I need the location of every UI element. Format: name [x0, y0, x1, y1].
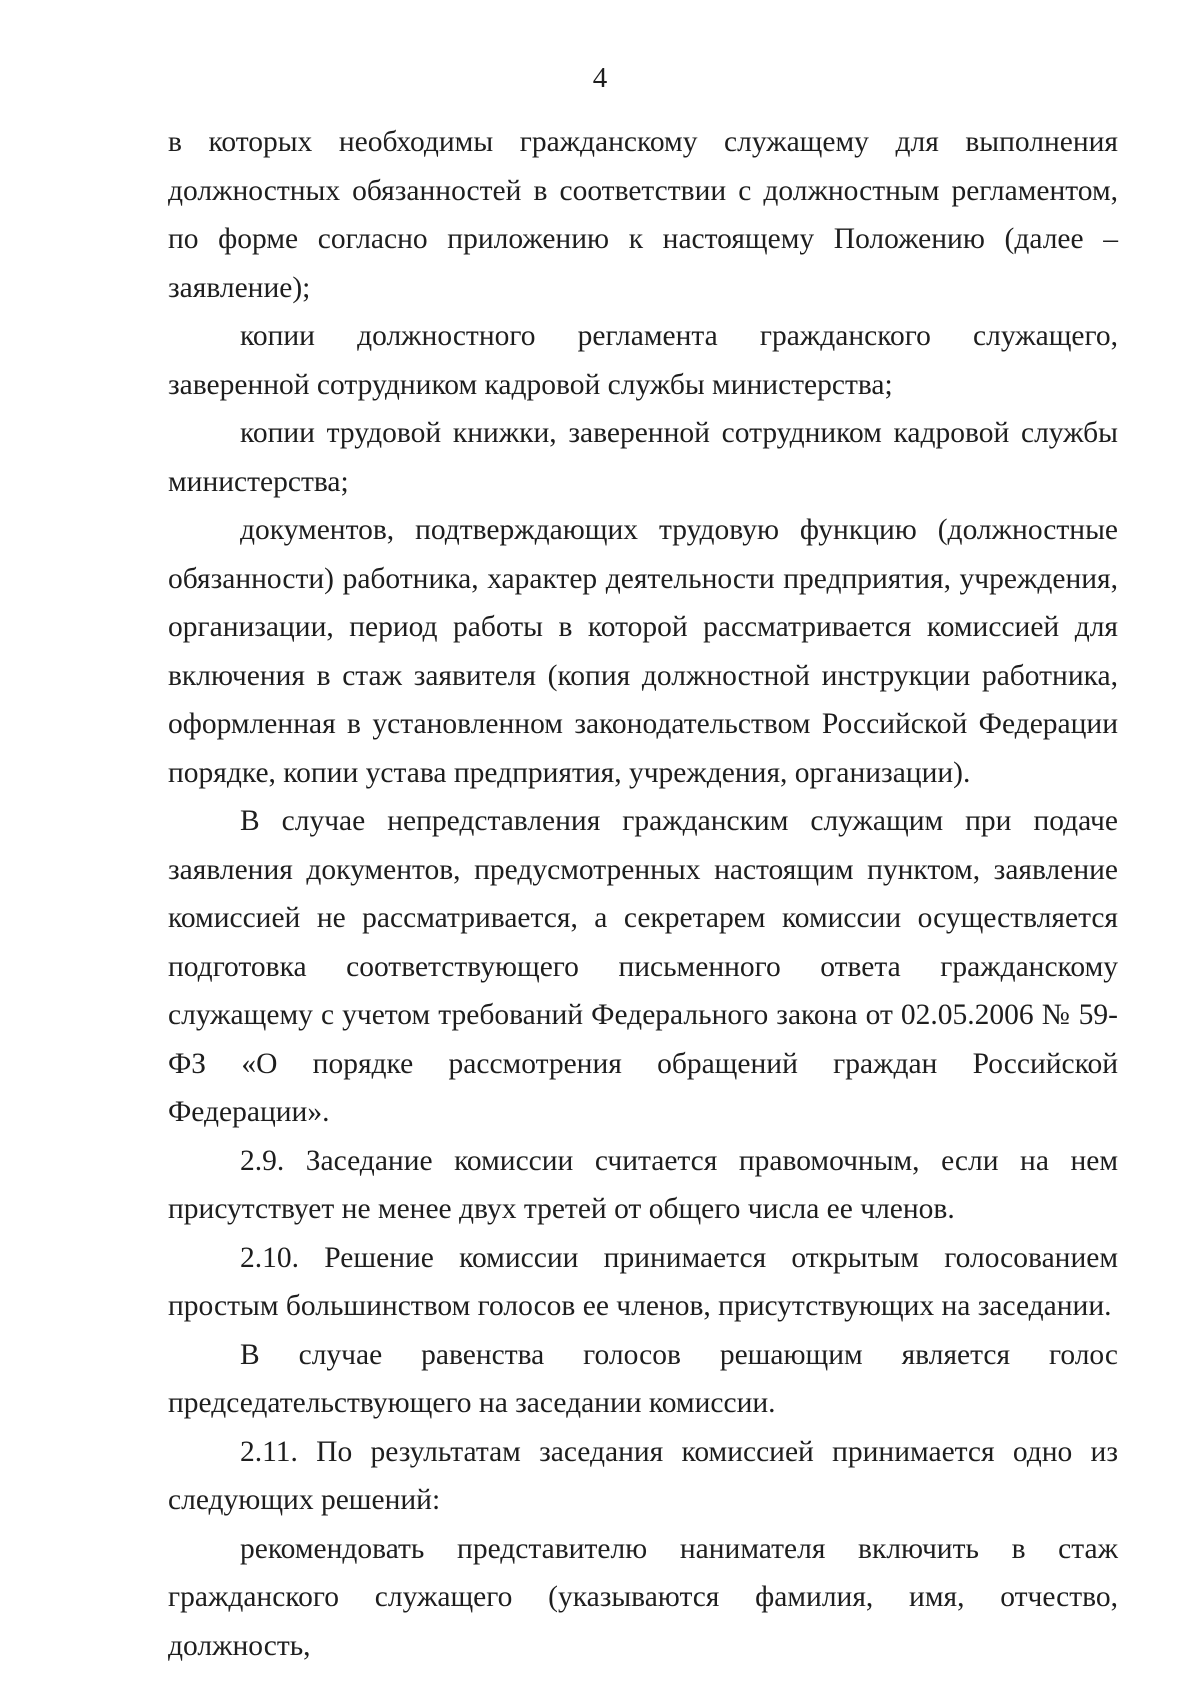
paragraph-continuation: в которых необходимы гражданскому служащему для выполнения должностных обязанностей в соответствии с должностным регламентом, по форме согласно приложению к настоящему Положению (далее – заявление);: [168, 126, 1118, 304]
page-number: 4: [592, 62, 608, 94]
paragraph-workbook-copy: копии трудовой книжки, заверенной сотрудником кадровой службы министерства;: [168, 417, 1118, 498]
paragraph-2-10: 2.10. Решение комиссии принимается открытым голосованием простым большинством голосов ее членов, присутствующих на заседании.: [168, 1241, 1118, 1322]
paragraph-2-11: 2.11. По результатам заседания комиссией принимается одно из следующих решений:: [168, 1435, 1118, 1516]
paragraph-2-9: 2.9. Заседание комиссии считается правомочным, если на нем присутствует не менее двух третей от общего числа ее членов.: [168, 1144, 1118, 1225]
paragraph-tie-vote: В случае равенства голосов решающим является голос председательствующего на заседании комиссии.: [168, 1338, 1118, 1419]
document-body: [168, 118, 1118, 1670]
paragraph-regulation-copy: копии должностного регламента гражданского служащего, заверенной сотрудником кадровой службы министерства;: [168, 320, 1118, 401]
paragraph-recommend: рекомендовать представителю нанимателя включить в стаж гражданского служащего (указываются фамилия, имя, отчество, должность,: [168, 1532, 1118, 1662]
paragraph-non-submission: В случае непредставления гражданским служащим при подаче заявления документов, предусмотренных настоящим пунктом, заявление комиссией не рассматривается, а секретарем комиссии осуществляется подготовка соответствующего письменного ответа гражданскому служащему с учетом требований Федерального закона от 02.05.2006 № 59-ФЗ «О порядке рассмотрения обращений граждан Российской Федерации».: [168, 805, 1118, 1128]
paragraph-supporting-documents: документов, подтверждающих трудовую функцию (должностные обязанности) работника, характер деятельности предприятия, учреждения, организации, период работы в которой рассматривается комиссией для включения в стаж заявителя (копия должностной инструкции работника, оформленная в установленном законодательством Российской Федерации порядке, копии устава предприятия, учреждения, организации).: [168, 514, 1118, 789]
